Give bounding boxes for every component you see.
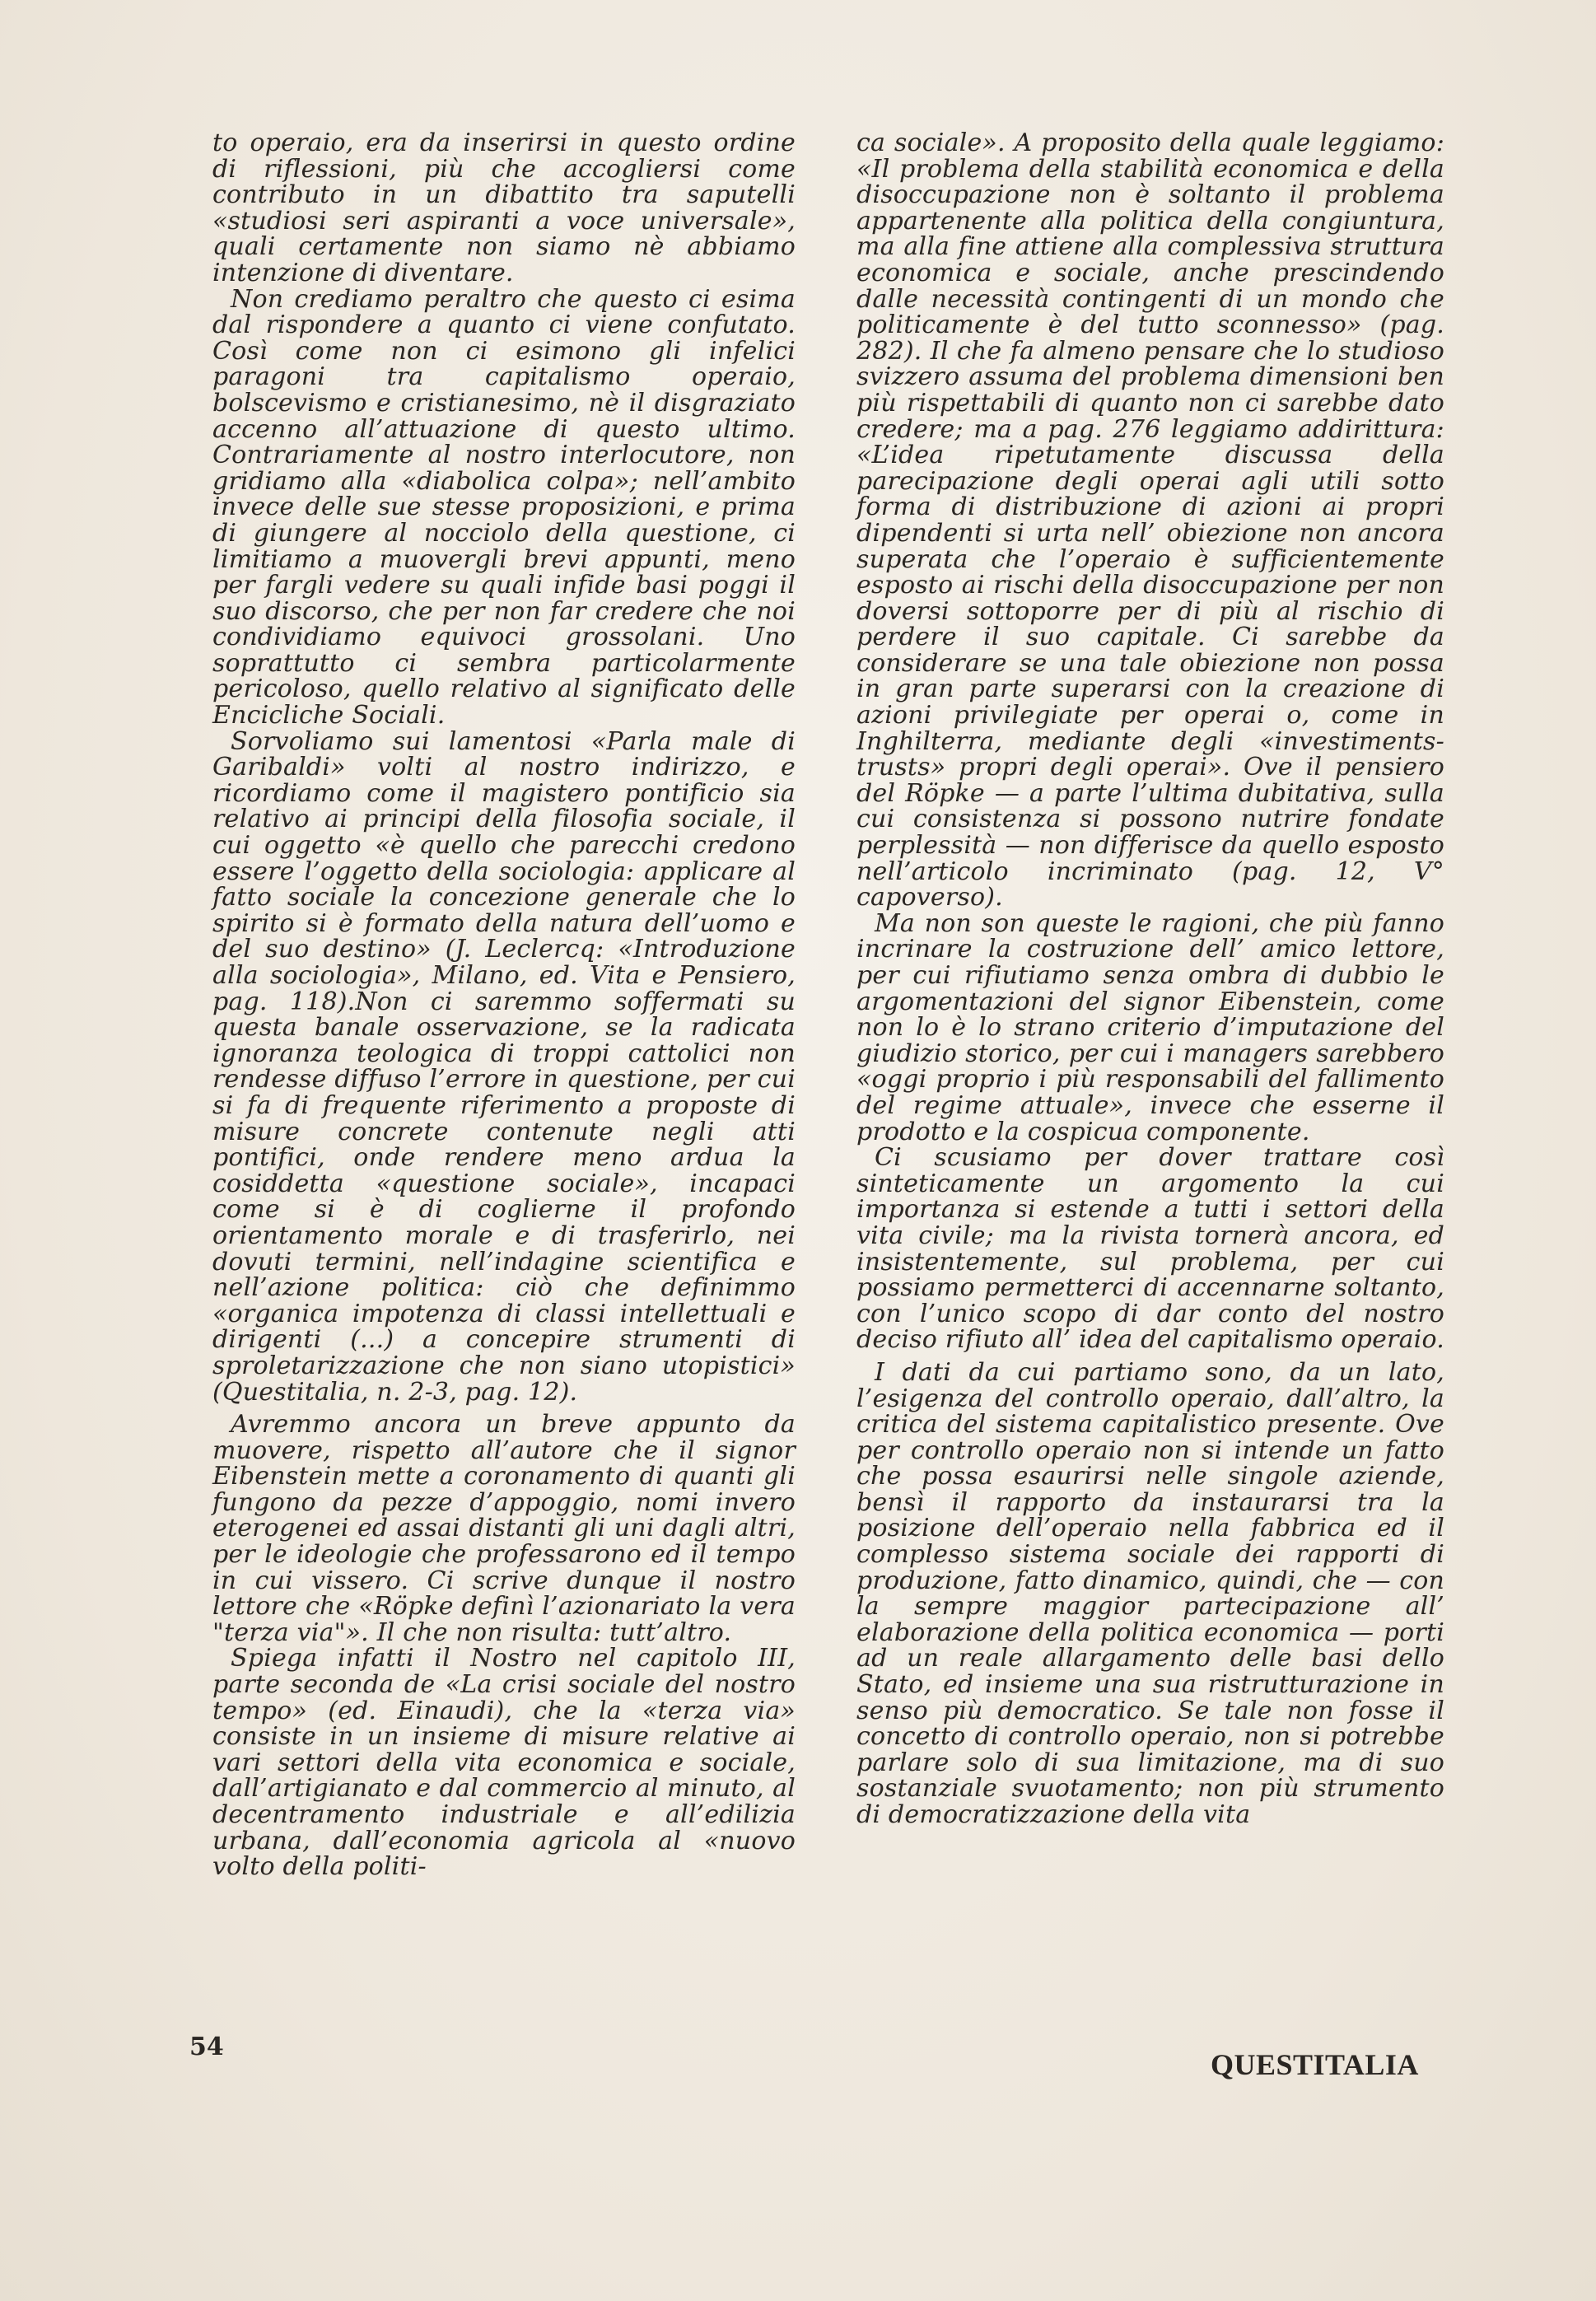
paragraph: Ma non son queste le ragioni, che più fanno incrinare la costruzione dell’ amico lettore, per cui rifiutiamo senza ombra di dubbio le argomentazioni del signor Eibenstein, come non lo è lo strano criterio d’imputazione del giudizio storico, per cui i managers sarebbero «oggi proprio i più responsabili del fallimento del regime attuale», invece che esserne il prodotto e la cospicua componente. — [856, 908, 1444, 1146]
paragraph: Sorvoliamo sui lamentosi «Parla male di Garibaldi» volti al nostro indirizzo, e ricordiamo come il magistero pontificio sia relativo ai principi della filosofia sociale, il cui oggetto «è quello che parecchi credono essere l’oggetto della sociologia: applicare al fatto sociale la concezione generale che lo spirito si è formato della natura dell’uomo e del suo destino» (J. Leclercq: «Introduzione alla sociologia», Milano, ed. Vita e Pensiero, pag. 118).Non ci saremmo soffermati su questa banale osservazione, se la radicata ignoranza teologica di troppi cattolici non rendesse diffuso l’errore in questione, per cui si fa di frequente riferimento a proposte di misure concrete contenute negli atti pontifici, onde rendere meno ardua la cosiddetta «questione sociale», incapaci come si è di coglierne il profondo orientamento morale e di trasferirlo, nei dovuti termini, nell’indagine scientifica e nell’azione politica: ciò che definimmo «organica impotenza di classi intellettuali e dirigenti (...) a concepire strumenti di sproletarizzazione che non siano utopistici» (Questitalia, n. 2-3, pag. 12). — [212, 726, 796, 1407]
text-column-left — [212, 130, 796, 1880]
text-column-right — [856, 130, 1444, 1828]
paragraph: I dati da cui partiamo sono, da un lato, l’esigenza del controllo operaio, dall’altro, la critica del sistema capitalistico presente. Ove per controllo operaio non si intende un fatto che possa esaurirsi nelle singole aziende, bensì il rapporto da instaurarsi tra la posizione dell’operaio nella fabbrica ed il complesso sistema sociale dei rapporti di produzione, fatto dinamico, quindi, che — con la sempre maggior partecipazione all’ elaborazione della politica economica — porti ad un reale allargamento delle basi dello Stato, ed insieme una sua ristrutturazione in senso più democratico. Se tale non fosse il concetto di controllo operaio, non si potrebbe parlare solo di sua limitazione, ma di suo sostanziale svuotamento; non più strumento di democratizzazione della vita — [856, 1357, 1444, 1829]
publication-name: QUESTITALIA — [1211, 2048, 1419, 2081]
paragraph: to operaio, era da inserirsi in questo ordine di riflessioni, più che accogliersi come contributo in un dibattito tra saputelli «studiosi seri aspiranti a voce universale», quali certamente non siamo nè abbiamo intenzione di diventare. — [212, 128, 796, 287]
paragraph: Spiega infatti il Nostro nel capitolo III, parte seconda de «La crisi sociale del nostro tempo» (ed. Einaudi), che la «terza via» consiste in un insieme di misure relative ai vari settori della vita economica e sociale, dall’artigianato e dal commercio al minuto, al decentramento industriale e all’edilizia urbana, dall’economia agricola al «nuovo volto della politi- — [212, 1644, 796, 1882]
paragraph: Avremmo ancora un breve appunto da muovere, rispetto all’autore che il signor Eibenstein mette a coronamento di quanti gli fungono da pezze d’appoggio, nomi invero eterogenei ed assai distanti gli uni dagli altri, per le ideologie che professarono ed il tempo in cui vissero. Ci scrive dunque il nostro lettore che «Röpke definì l’azionariato la vera "terza via"». Il che non risulta: tutt’altro. — [212, 1410, 796, 1647]
paragraph: ca sociale». A proposito della quale leggiamo: «Il problema della stabilità economica e della disoccupazione non è soltanto il problema appartenente alla politica della congiuntura, ma alla fine attiene alla complessiva struttura economica e sociale, anche prescindendo dalle necessità contingenti di un mondo che politicamente è del tutto sconnesso» (pag. 282). Il che fa almeno pensare che lo studioso svizzero assuma del problema dimensioni ben più rispettabili di quanto non ci sarebbe dato credere; ma a pag. 276 leggiamo addirittura: «L’idea ripetutamente discussa della parecipazione degli operai agli utili sotto forma di distribuzione di azioni ai propri dipendenti si urta nell’ obiezione non ancora superata che l’operaio è sufficientemente esposto ai rischi della disoccupazione per non doversi sottoporre per di più al rischio di perdere il suo capitale. Ci sarebbe da considerare se una tale obiezione non possa in gran parte superarsi con la creazione di azioni privilegiate per operai o, come in Inghilterra, mediante degli «investiments-trusts» propri degli operai». Ove il pensiero del Röpke — a parte l’ultima dubitativa, sulla cui consistenza si possono nutrire fondate perplessità — non differisce da quello esposto nell’articolo incriminato (pag. 12, V° capoverso). — [856, 128, 1444, 912]
paragraph: Non crediamo peraltro che questo ci esima dal rispondere a quanto ci viene confutato. Così come non ci esimono gli infelici paragoni tra capitalismo operaio, bolscevismo e cristianesimo, nè il disgraziato accenno all’attuazione di questo ultimo. Contrariamente al nostro interlocutore, non gridiamo alla «diabolica colpa»; nell’ambito invece delle sue stesse proposizioni, e prima di giungere al nocciolo della questione, ci limitiamo a muovergli brevi appunti, meno per fargli vedere su quali infide basi poggi il suo discorso, che per non far credere che noi condividiamo equivoci grossolani. Uno soprattutto ci sembra particolarmente pericoloso, quello relativo al significato delle Encicliche Sociali. — [212, 284, 796, 730]
page-number: 54 — [189, 2033, 224, 2061]
paragraph: Ci scusiamo per dover trattare così sinteticamente un argomento la cui importanza si estende a tutti i settori della vita civile; ma la rivista tornerà ancora, ed insistentemente, sul problema, per cui possiamo permetterci di accennarne soltanto, con l’unico scopo di dar conto del nostro deciso rifiuto all’ idea del capitalismo operaio. — [856, 1143, 1444, 1355]
